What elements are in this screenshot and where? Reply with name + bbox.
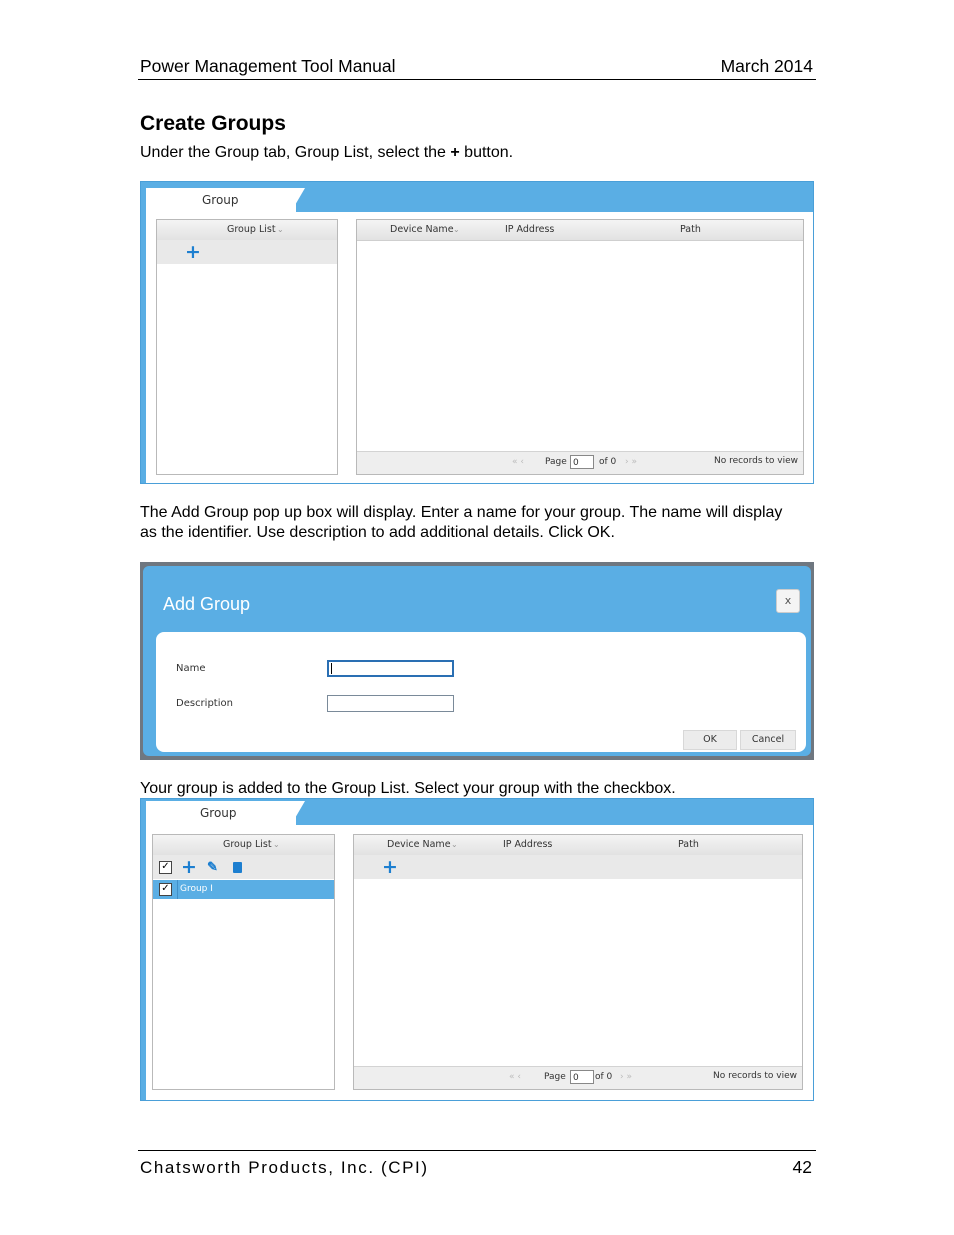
group-list-header-label: Group List	[227, 224, 276, 235]
sort-icon: ⌄	[273, 840, 280, 849]
add-group-screenshot	[140, 562, 814, 760]
intro-plus: +	[450, 144, 460, 161]
page-of-label: of 0	[599, 457, 617, 467]
group-tab-label: Group	[200, 806, 237, 820]
column-ip-address[interactable]: IP Address	[505, 224, 555, 235]
group-tab[interactable]	[146, 188, 296, 212]
pager-nav-prev-icon[interactable]: « ‹	[512, 457, 524, 467]
page-label: Page	[545, 457, 567, 467]
column-device-name[interactable]: Device Name	[390, 224, 454, 235]
description-label: Description	[176, 698, 233, 709]
add-group-plus-icon[interactable]: +	[181, 856, 197, 878]
group-workarea	[146, 212, 813, 483]
group-added-paragraph: Your group is added to the Group List. Select your group with the checkbox.	[140, 780, 676, 797]
page-input[interactable]: 0	[570, 1070, 594, 1084]
page-of-label: of 0	[595, 1072, 613, 1082]
section-title: Create Groups	[140, 112, 286, 135]
pager-nav-prev-icon[interactable]: « ‹	[509, 1072, 521, 1082]
pager-nav-next-icon[interactable]: › »	[625, 457, 637, 467]
pager-nav-next-icon[interactable]: › »	[620, 1072, 632, 1082]
add-device-plus-icon[interactable]: +	[382, 856, 398, 878]
footer-rule	[138, 1150, 816, 1151]
sort-icon: ⌄	[451, 840, 458, 849]
column-path[interactable]: Path	[680, 224, 701, 235]
group-tab[interactable]	[146, 801, 296, 825]
column-path[interactable]: Path	[678, 839, 699, 850]
group-list-panel	[152, 834, 335, 1090]
add-group-dialog	[143, 566, 811, 756]
ok-button[interactable]: OK	[683, 730, 737, 750]
group-list-toolbar	[153, 855, 334, 879]
page-label: Page	[544, 1072, 566, 1082]
column-ip-address[interactable]: IP Address	[503, 839, 553, 850]
dialog-body	[156, 632, 806, 752]
pager	[357, 451, 803, 474]
pager	[354, 1066, 802, 1089]
column-device-name[interactable]: Device Name	[387, 839, 451, 850]
sort-icon: ⌄	[277, 225, 284, 234]
group-tab-label: Group	[202, 193, 239, 207]
sort-icon: ⌄	[453, 225, 460, 234]
intro-paragraph	[140, 143, 513, 163]
no-records-text: No records to view	[712, 1071, 797, 1081]
no-records-text: No records to view	[713, 456, 798, 466]
group-list-header-label: Group List	[223, 839, 272, 850]
name-label: Name	[176, 663, 206, 674]
edit-pencil-icon[interactable]: ✎	[207, 859, 218, 874]
cancel-button[interactable]: Cancel	[740, 730, 796, 750]
footer-company: Chatsworth Products, Inc. (CPI)	[140, 1158, 429, 1177]
device-list-header	[357, 220, 803, 241]
text-cursor	[331, 663, 332, 674]
description-input[interactable]	[327, 695, 454, 712]
group-added-screenshot	[140, 798, 814, 1101]
header-title: Power Management Tool Manual	[140, 56, 396, 76]
group-list-panel	[156, 219, 338, 475]
page-number: 42	[792, 1157, 812, 1177]
name-input[interactable]	[327, 660, 454, 677]
page-input[interactable]: 0	[570, 455, 594, 469]
group-row-checkbox[interactable]: ✓	[159, 883, 172, 896]
device-list-header	[354, 835, 802, 856]
tab-notch	[291, 801, 305, 825]
group-row[interactable]	[153, 880, 334, 899]
group-list-toolbar	[157, 240, 337, 264]
device-list-panel	[356, 219, 804, 475]
intro-text-before: Under the Group tab, Group List, select the	[140, 144, 451, 161]
group-list-header[interactable]	[153, 835, 334, 856]
add-group-paragraph: The Add Group pop up box will display. Enter a name for your group. The name will display as the identifier. Use description to add additional details. Click OK.	[140, 504, 783, 541]
device-list-panel	[353, 834, 803, 1090]
intro-text-after: button.	[459, 144, 514, 161]
select-all-checkbox[interactable]: ✓	[159, 861, 172, 874]
row-divider	[177, 880, 178, 899]
group-list-header[interactable]	[157, 220, 337, 241]
group-tab-screenshot	[140, 181, 814, 484]
dialog-title: Add Group	[163, 594, 251, 614]
device-list-toolbar	[354, 855, 802, 879]
delete-trash-icon[interactable]	[233, 862, 242, 873]
header-rule	[138, 79, 816, 80]
group-workarea	[146, 825, 813, 1100]
group-row-name: Group I	[180, 884, 213, 894]
header-date: March 2014	[720, 56, 813, 76]
add-group-plus-icon[interactable]: +	[185, 241, 201, 263]
tab-notch	[291, 188, 305, 212]
close-icon[interactable]: x	[776, 589, 800, 613]
